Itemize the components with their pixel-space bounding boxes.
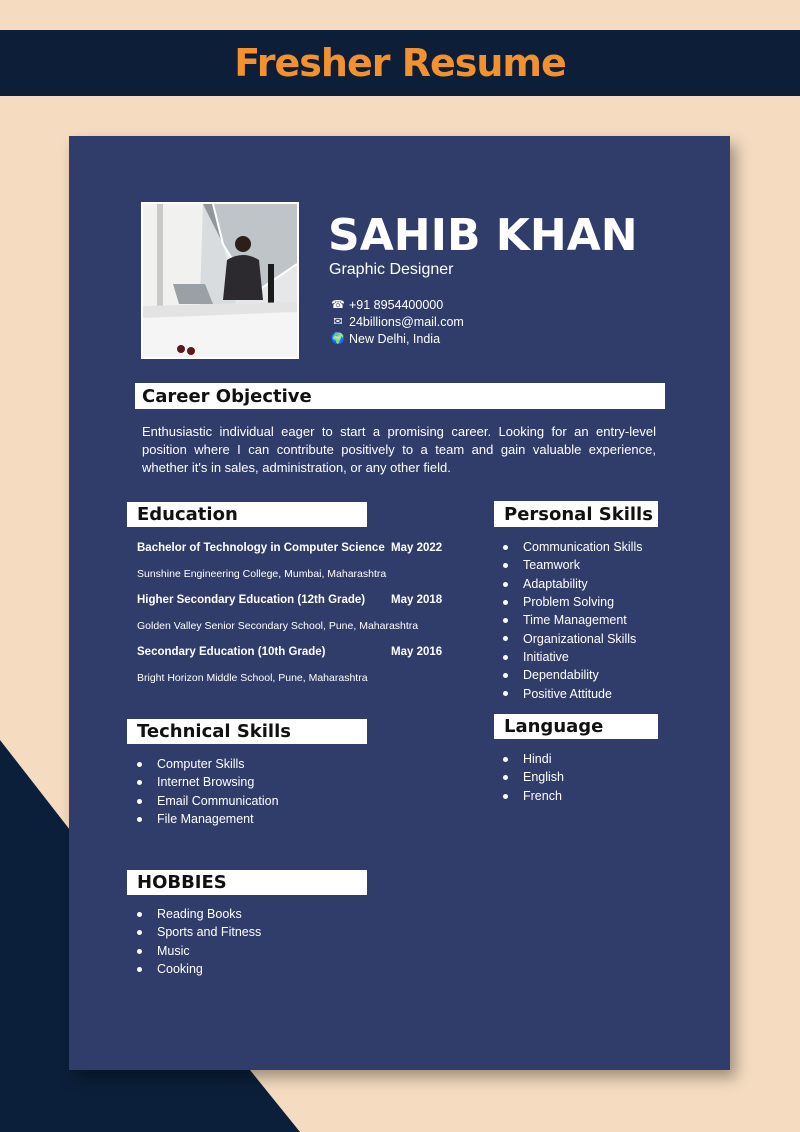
list-item: Computer Skills — [137, 755, 279, 773]
list-item: French — [503, 787, 564, 805]
education-list — [137, 538, 447, 694]
personal-skills-heading: Personal Skills — [494, 501, 658, 527]
phone-icon: ☎ — [331, 299, 345, 311]
language-heading: Language — [494, 714, 658, 739]
list-item: Adaptability — [503, 575, 642, 593]
list-item: Time Management — [503, 611, 642, 629]
location-text: New Delhi, India — [349, 331, 441, 346]
list-item: English — [503, 768, 564, 786]
globe-icon: 🌍 — [331, 333, 345, 345]
phone-text: +91 8954400000 — [349, 297, 444, 312]
education-date: May 2016 — [391, 646, 443, 658]
list-item: Teamwork — [503, 556, 642, 574]
technical-skills-list — [137, 755, 279, 828]
education-item — [137, 642, 447, 694]
education-date: May 2022 — [391, 542, 443, 554]
education-heading: Education — [127, 502, 367, 527]
contact-location — [331, 330, 464, 347]
list-item: Communication Skills — [503, 538, 642, 556]
profile-photo-illustration — [143, 204, 297, 357]
list-item: Email Communication — [137, 792, 279, 810]
language-list — [503, 750, 564, 805]
candidate-name: SAHIB KHAN — [328, 210, 638, 261]
career-objective-heading: Career Objective — [135, 383, 665, 409]
hobbies-heading: HOBBIES — [127, 870, 367, 895]
education-date: May 2018 — [391, 594, 443, 606]
contact-list — [331, 296, 464, 347]
education-degree: Higher Secondary Education (12th Grade) — [137, 594, 366, 606]
list-item: Music — [137, 942, 261, 960]
education-degree: Secondary Education (10th Grade) — [137, 646, 326, 658]
education-school: Sunshine Engineering College, Mumbai, Maharashtra — [137, 568, 387, 580]
list-item: Problem Solving — [503, 593, 642, 611]
contact-phone — [331, 296, 464, 313]
list-item: Initiative — [503, 648, 642, 666]
resume-sheet — [69, 136, 730, 1070]
contact-email — [331, 313, 464, 330]
education-degree: Bachelor of Technology in Computer Science — [137, 542, 385, 554]
top-banner — [0, 30, 800, 96]
career-objective-text: Enthusiastic individual eager to start a promising career. Looking for an entry-level position where I can contribute positively to a team and gain valuable experience, whether it's in sales, administration, or any other field. — [142, 424, 656, 475]
candidate-role: Graphic Designer — [329, 261, 454, 278]
list-item: Sports and Fitness — [137, 923, 261, 941]
education-school: Golden Valley Senior Secondary School, Pune, Maharashtra — [137, 620, 419, 632]
banner-title: Fresher Resume — [234, 41, 566, 85]
technical-skills-heading: Technical Skills — [127, 719, 367, 744]
list-item: Hindi — [503, 750, 564, 768]
list-item: Dependability — [503, 666, 642, 684]
email-text: 24billions@mail.com — [349, 314, 464, 329]
hobbies-list — [137, 905, 261, 978]
list-item: Positive Attitude — [503, 684, 642, 702]
list-item: Cooking — [137, 960, 261, 978]
list-item: Organizational Skills — [503, 629, 642, 647]
education-item — [137, 590, 447, 642]
list-item: File Management — [137, 810, 279, 828]
profile-photo — [141, 202, 299, 359]
education-item — [137, 538, 447, 590]
personal-skills-list — [503, 538, 642, 703]
list-item: Reading Books — [137, 905, 261, 923]
email-icon: ✉ — [333, 316, 343, 328]
list-item: Internet Browsing — [137, 773, 279, 791]
education-school: Bright Horizon Middle School, Pune, Maharashtra — [137, 672, 368, 684]
